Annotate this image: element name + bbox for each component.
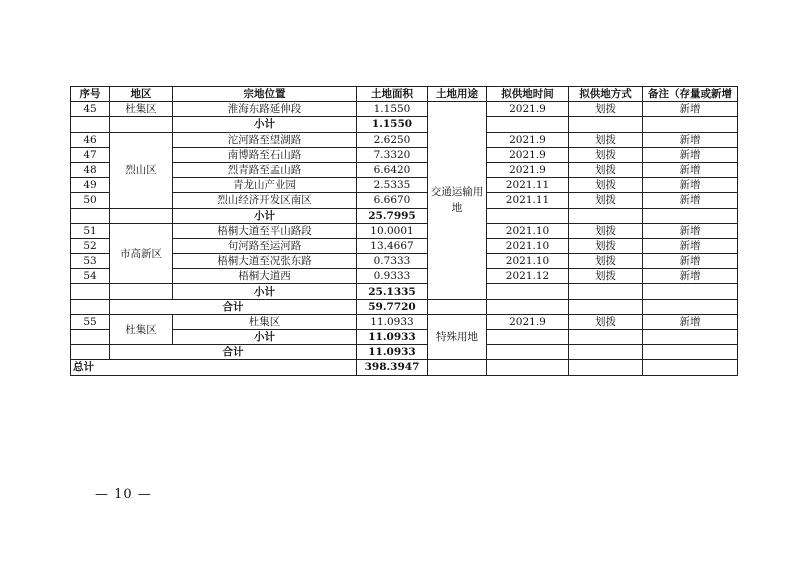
cell-note: 新增 xyxy=(643,178,738,193)
subtotal-row xyxy=(71,284,738,299)
cell-method: 划拨 xyxy=(569,193,643,208)
cell-no: 52 xyxy=(71,238,110,253)
cell-location: 烈山经济开发区南区 xyxy=(173,193,357,208)
cell-area: 2.6250 xyxy=(357,132,428,147)
cell-area: 10.0001 xyxy=(357,223,428,238)
cell-method: 划拨 xyxy=(569,132,643,147)
header-usage: 土地用途 xyxy=(428,87,487,102)
cell-method: 划拨 xyxy=(569,102,643,117)
cell-time: 2021.12 xyxy=(487,269,569,284)
cell-time: 2021.10 xyxy=(487,254,569,269)
cell-area: 13.4667 xyxy=(357,238,428,253)
header-no: 序号 xyxy=(71,87,110,102)
header-area: 土地面积 xyxy=(357,87,428,102)
cell-method: 划拨 xyxy=(569,238,643,253)
grand-total-row xyxy=(71,360,738,375)
cell-region: 杜集区 xyxy=(110,314,173,344)
cell-no: 47 xyxy=(71,147,110,162)
cell-area: 6.6420 xyxy=(357,162,428,177)
cell-area: 11.0933 xyxy=(357,314,428,329)
cell-note: 新增 xyxy=(643,223,738,238)
header-region: 地区 xyxy=(110,87,173,102)
grand-total-label: 总计 xyxy=(71,360,357,375)
cell-location: 杜集区 xyxy=(173,314,357,329)
cell-region: 市高新区 xyxy=(110,223,173,284)
cell-note: 新增 xyxy=(643,132,738,147)
cell-location: 淮海东路延伸段 xyxy=(173,102,357,117)
subtotal-label: 小计 xyxy=(173,330,357,345)
cell-location: 句河路至运河路 xyxy=(173,238,357,253)
cell-method: 划拨 xyxy=(569,223,643,238)
cell-method: 划拨 xyxy=(569,162,643,177)
cell-area: 0.7333 xyxy=(357,254,428,269)
cell-time: 2021.9 xyxy=(487,132,569,147)
cell-area: 7.3320 xyxy=(357,147,428,162)
cell-time: 2021.9 xyxy=(487,102,569,117)
table-row xyxy=(71,314,738,329)
cell-location: 烈青路至孟山路 xyxy=(173,162,357,177)
cell-no: 48 xyxy=(71,162,110,177)
cell-time: 2021.10 xyxy=(487,223,569,238)
cell-location: 梧桐大道西 xyxy=(173,269,357,284)
table-row xyxy=(71,132,738,147)
subtotal-area: 1.1550 xyxy=(357,117,428,132)
cell-no: 53 xyxy=(71,254,110,269)
cell-note: 新增 xyxy=(643,102,738,117)
cell-time: 2021.10 xyxy=(487,238,569,253)
cell-location: 梧桐大道至况张东路 xyxy=(173,254,357,269)
land-supply-table xyxy=(70,86,738,376)
cell-method: 划拨 xyxy=(569,178,643,193)
cell-method: 划拨 xyxy=(569,314,643,329)
cell-method: 划拨 xyxy=(569,254,643,269)
header-note: 备注（存量或新增 xyxy=(643,87,738,102)
cell-usage-transport xyxy=(428,102,487,299)
total-row xyxy=(71,345,738,360)
cell-time: 2021.9 xyxy=(487,147,569,162)
header-method: 拟供地方式 xyxy=(569,87,643,102)
cell-note: 新增 xyxy=(643,147,738,162)
cell-area: 1.1550 xyxy=(357,102,428,117)
cell-location: 梧桐大道至平山路段 xyxy=(173,223,357,238)
cell-location: 沱河路至望湖路 xyxy=(173,132,357,147)
cell-time: 2021.9 xyxy=(487,162,569,177)
cell-region: 杜集区 xyxy=(110,102,173,117)
grand-total-area: 398.3947 xyxy=(357,360,428,375)
cell-note: 新增 xyxy=(643,238,738,253)
cell-method: 划拨 xyxy=(569,147,643,162)
cell-no: 50 xyxy=(71,193,110,208)
total-row xyxy=(71,299,738,314)
total-label: 合计 xyxy=(110,299,357,314)
subtotal-row xyxy=(71,208,738,223)
table-row xyxy=(71,223,738,238)
cell-note: 新增 xyxy=(643,314,738,329)
cell-location: 南博路至石山路 xyxy=(173,147,357,162)
cell-no: 45 xyxy=(71,102,110,117)
total-area: 59.7720 xyxy=(357,299,428,314)
cell-no: 46 xyxy=(71,132,110,147)
subtotal-area: 25.1335 xyxy=(357,284,428,299)
total-area: 11.0933 xyxy=(357,345,428,360)
table-row xyxy=(71,102,738,117)
table-header-row xyxy=(71,87,738,102)
header-location: 宗地位置 xyxy=(173,87,357,102)
cell-no: 49 xyxy=(71,178,110,193)
cell-usage-special: 特殊用地 xyxy=(428,314,487,360)
cell-area: 0.9333 xyxy=(357,269,428,284)
cell-note: 新增 xyxy=(643,269,738,284)
cell-no: 55 xyxy=(71,314,110,329)
header-time: 拟供地时间 xyxy=(487,87,569,102)
cell-note: 新增 xyxy=(643,254,738,269)
cell-time: 2021.11 xyxy=(487,178,569,193)
subtotal-label: 小计 xyxy=(173,284,357,299)
cell-method: 划拨 xyxy=(569,269,643,284)
subtotal-label: 小计 xyxy=(173,117,357,132)
cell-time: 2021.11 xyxy=(487,193,569,208)
cell-location: 青龙山产业园 xyxy=(173,178,357,193)
subtotal-row xyxy=(71,117,738,132)
cell-no: 54 xyxy=(71,269,110,284)
cell-no: 51 xyxy=(71,223,110,238)
page-number: — 10 — xyxy=(95,487,152,502)
total-label: 合计 xyxy=(110,345,357,360)
cell-note: 新增 xyxy=(643,193,738,208)
cell-area: 2.5335 xyxy=(357,178,428,193)
cell-time: 2021.9 xyxy=(487,314,569,329)
usage-transport-text: 交通运输用地 xyxy=(430,186,484,215)
cell-note: 新增 xyxy=(643,162,738,177)
subtotal-label: 小计 xyxy=(173,208,357,223)
subtotal-area: 25.7995 xyxy=(357,208,428,223)
cell-region: 烈山区 xyxy=(110,132,173,208)
cell-area: 6.6670 xyxy=(357,193,428,208)
subtotal-area: 11.0933 xyxy=(357,330,428,345)
